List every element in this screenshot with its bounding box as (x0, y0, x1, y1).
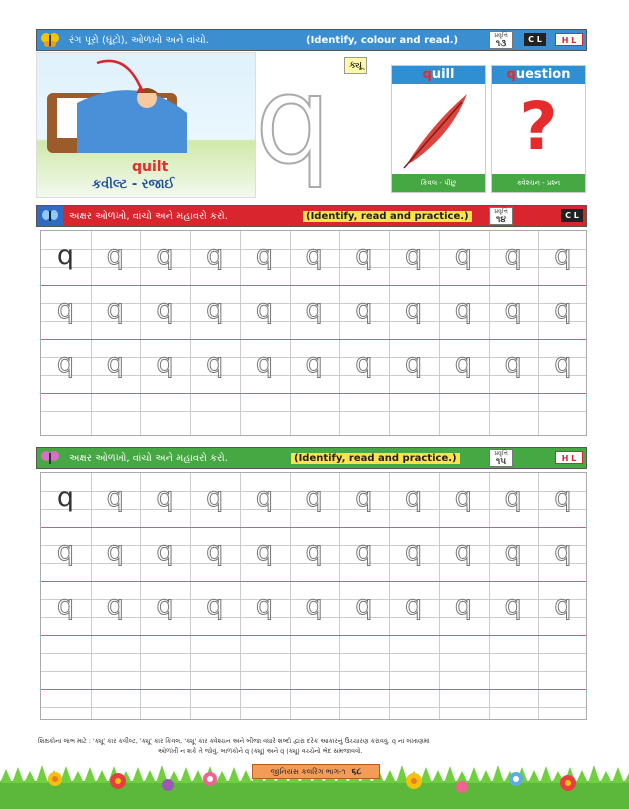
trace-letter: q (106, 240, 124, 272)
trace-letter: q (206, 536, 224, 568)
trace-letter: q (454, 294, 472, 326)
question-mark-icon: ? (519, 88, 558, 165)
trace-letter: q (454, 240, 472, 272)
trace-letter: q (305, 482, 323, 514)
trace-letter: q (554, 240, 572, 272)
grid-row-line (41, 527, 586, 528)
section2-header (36, 205, 587, 227)
grid-row-line (41, 653, 586, 654)
trace-letter: q (156, 482, 174, 514)
trace-letter-q: q (255, 52, 332, 191)
trace-letter: q (554, 482, 572, 514)
trace-letter: q (405, 294, 423, 326)
quilt-illustration (36, 52, 256, 198)
butterfly-icon (37, 448, 63, 468)
section1-header (36, 29, 587, 51)
grid-row-line (41, 581, 586, 582)
cl-badge: C L (561, 209, 583, 222)
trace-letter: q (504, 294, 522, 326)
illustration-word: quilt (132, 159, 169, 175)
section3-english: (Identify, read and practice.) (291, 453, 460, 464)
trace-letter: q (355, 348, 373, 380)
trace-letter: q (56, 294, 75, 326)
trace-letter: q (504, 348, 522, 380)
trace-letter: q (454, 482, 472, 514)
grid-row-line (41, 285, 586, 286)
trace-letter: q (405, 348, 423, 380)
section3-gujarati: અક્ષર ઓળખો, વાંચો અને મહાવરો કરો. (69, 452, 228, 464)
trace-letter: q (454, 536, 472, 568)
trace-letter: q (305, 240, 323, 272)
grid-row-line (41, 689, 586, 690)
section2-english: (Identify, read and practice.) (303, 211, 472, 222)
grid-row-line (41, 671, 586, 672)
trace-letter: q (554, 536, 572, 568)
trace-letter: q (206, 482, 224, 514)
trace-letter: q (156, 590, 174, 622)
grid-row-line (41, 707, 586, 708)
activity-number-box: પ્રવૃત્તિ ૧૫ (489, 449, 513, 467)
grid-row-line (41, 635, 586, 636)
grid-row-line (41, 411, 586, 412)
grid-row-line (41, 339, 586, 340)
activity-number-box: પ્રવૃત્તિ ૧૪ (489, 207, 513, 225)
trace-letter: q (454, 348, 472, 380)
trace-letter: q (255, 482, 273, 514)
bed-illustration (37, 53, 257, 163)
trace-letter: q (504, 590, 522, 622)
trace-letter: q (405, 536, 423, 568)
trace-letter: q (554, 590, 572, 622)
trace-letter: q (255, 536, 273, 568)
trace-letter: q (106, 294, 124, 326)
hl-badge: H L (555, 451, 583, 464)
activity-number-box: પ્રવૃત્તિ ૧૩ (489, 31, 513, 49)
teacher-note: શિક્ષકોના લાભ માટે : 'ક્યૂ' કાર કવીલ્ટ, 'ક્યૂ' કાર કિવલ, 'ક્યૂ' કાર ક્વેશ્ચન અને બીજા વધારે શબ્દો દ્વારા દરેક આકારનું ઉચ્ચારણ કરાવવું. q ના લખાણમાં ઓળખી ન શકે તે જોવું. બાળકોને q (ક્યૂ) અને q (ક્યૂ) વચ્ચેનો ભેદ સમજાવવો. (38, 737, 430, 755)
trace-letter: q (405, 482, 423, 514)
section2-gujarati: અક્ષર ઓળખો, વાંચો અને મહાવરો કરો. (69, 210, 228, 222)
trace-letter: q (156, 348, 174, 380)
trace-letter: q (504, 536, 522, 568)
trace-letter: q (554, 348, 572, 380)
butterfly-icon (37, 30, 63, 50)
trace-letter: q (156, 536, 174, 568)
trace-letter: q (255, 294, 273, 326)
trace-letter: q (355, 240, 373, 272)
letter-tag: ક્યૂ (344, 57, 367, 74)
trace-letter: q (255, 240, 273, 272)
page-number: ૬૮ (351, 766, 362, 777)
trace-letter: q (255, 590, 273, 622)
trace-letter: q (504, 482, 522, 514)
trace-letter: q (305, 590, 323, 622)
card-quill: quill કિવલ - પીંછુ (391, 65, 486, 193)
trace-letter: q (56, 348, 75, 380)
trace-letter: q (255, 348, 273, 380)
butterfly-icon (37, 206, 63, 226)
trace-letter: q (305, 294, 323, 326)
trace-letter: q (106, 482, 124, 514)
trace-letter: q (206, 348, 224, 380)
model-letter: q (56, 240, 75, 272)
practice-grid-2 (40, 472, 587, 720)
section3-header (36, 447, 587, 469)
trace-letter: q (405, 240, 423, 272)
section1-english: (Identify, colour and read.) (306, 34, 459, 46)
trace-letter: q (355, 536, 373, 568)
hl-badge: H L (555, 33, 583, 46)
trace-letter: q (355, 294, 373, 326)
cl-badge: C L (524, 33, 546, 46)
illustration-gujarati-word: કવીલ્ટ - રજાઈ (92, 177, 175, 192)
trace-letter: q (305, 536, 323, 568)
trace-letter: q (106, 590, 124, 622)
trace-letter: q (56, 590, 75, 622)
card-question: question ? ક્વેશ્ચન - પ્રશ્ન (491, 65, 586, 193)
trace-letter: q (56, 536, 75, 568)
trace-letter: q (106, 348, 124, 380)
page-label: જીનિયસ કલરિંગ ભાગ-૧ ૬૮ (252, 764, 380, 779)
trace-letter: q (554, 294, 572, 326)
trace-letter: q (106, 536, 124, 568)
trace-letter: q (355, 590, 373, 622)
feather-icon (392, 84, 487, 174)
trace-letter: q (206, 240, 224, 272)
trace-letter: q (156, 294, 174, 326)
trace-letter: q (305, 348, 323, 380)
practice-grid-1 (40, 230, 587, 436)
section1-gujarati: રંગ પૂરો (ઘૂંટો), ઓળખો અને વાંચો. (69, 34, 209, 46)
grid-row-line (41, 393, 586, 394)
trace-letter: q (454, 590, 472, 622)
trace-letter: q (206, 294, 224, 326)
trace-letter: q (355, 482, 373, 514)
trace-letter: q (206, 590, 224, 622)
trace-letter: q (156, 240, 174, 272)
trace-letter: q (504, 240, 522, 272)
trace-letter: q (405, 590, 423, 622)
model-letter: q (56, 482, 75, 514)
